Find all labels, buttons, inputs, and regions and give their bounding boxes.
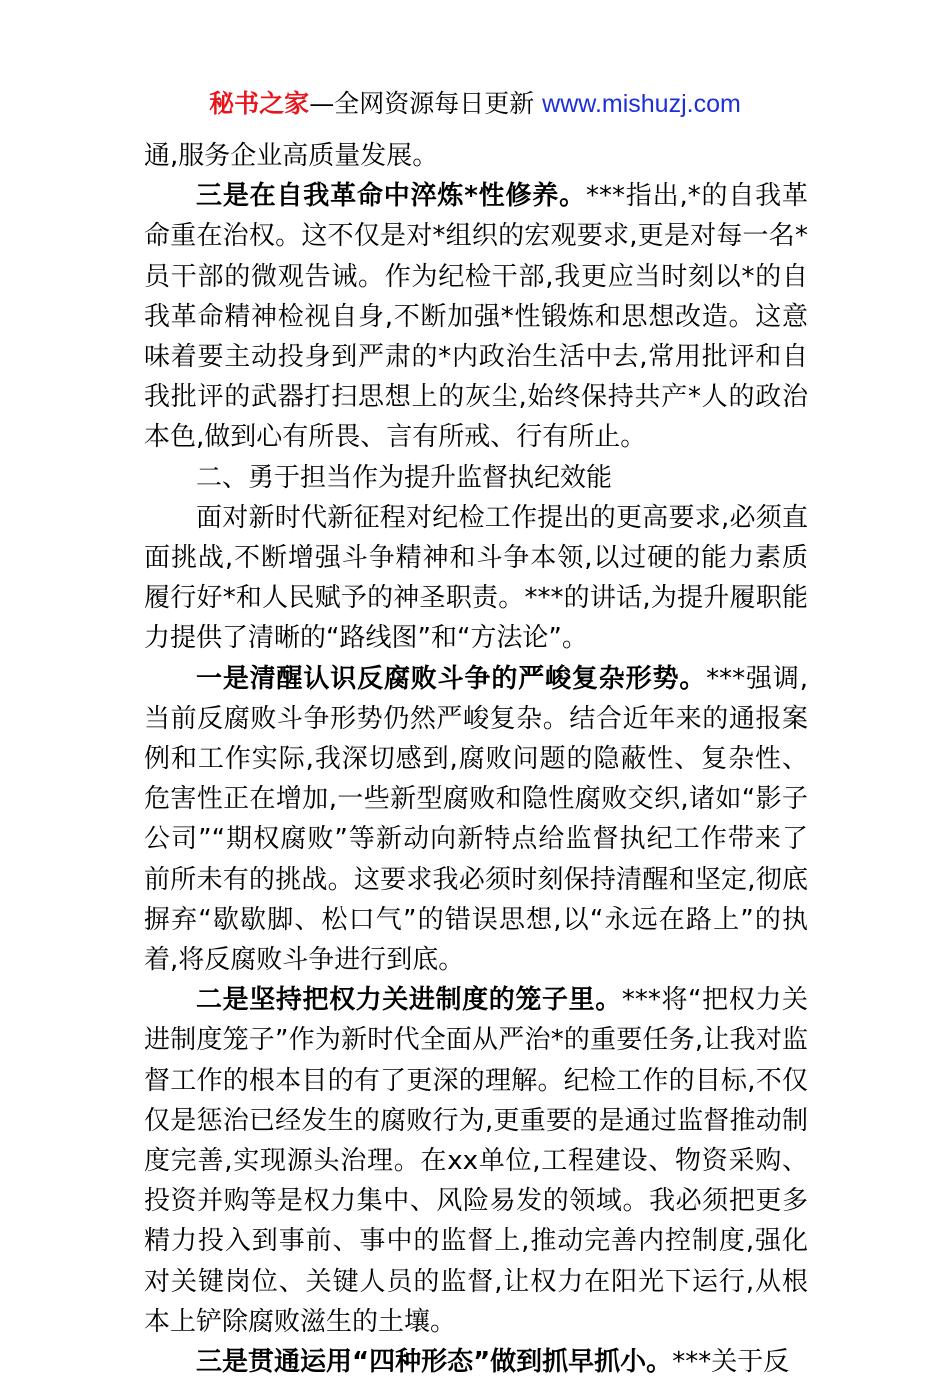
section-heading-text: 二、勇于担当作为提升监督执纪效能 xyxy=(196,462,613,493)
site-brand: 秘书之家 xyxy=(209,89,310,118)
section-heading xyxy=(144,458,808,498)
paragraph-text: 面对新时代新征程对纪检工作提出的更高要求,必须直面挑战,不断增强斗争精神和斗争本领,以过硬的能力素质履行好*和人民赋予的神圣职责。***的讲话,为提升履职能力提供了清晰的“路线图”和“方法论”。 xyxy=(144,502,808,654)
paragraph-lead: 三是在自我革命中淬炼*性修养。 xyxy=(196,181,586,212)
header-dash: — xyxy=(309,89,335,118)
paragraph-text: ***指出,*的自我革命重在治权。这不仅是对*组织的宏观要求,更是对每一名*员干部的微观告诫。作为纪检干部,我更应当时刻以*的自我革命精神检视自身,不断加强*性锻炼和思想改造。这意味着要主动投身到严肃的*内政治生活中去,常用批评和自我批评的武器打扫思想上的灰尘,始终保持共产*人的政治本色,做到心有所畏、言有所戒、行有所止。 xyxy=(144,181,809,453)
paragraph-text: 通,服务企业高质量发展。 xyxy=(144,141,439,171)
paragraph-text: ***关于反 xyxy=(672,1347,790,1378)
paragraph xyxy=(144,980,808,1342)
paragraph xyxy=(144,498,808,659)
paragraph xyxy=(144,659,808,981)
paragraph-text: ***强调,当前反腐败斗争形势仍然严峻复杂。结合近年来的通报案例和工作实际,我深切感到,腐败问题的隐蔽性、复杂性、危害性正在增加,一些新型腐败和隐性腐败交织,诸如“影子公司”“期权腐败”等新动向新特点给监督执纪工作带来了前所未有的挑战。这要求我必须时刻保持清醒和坚定,彻底摒弃“歇歇脚、松口气”的错误思想,以“永远在路上”的执着,将反腐败斗争进行到底。 xyxy=(144,663,808,976)
page-header xyxy=(0,84,950,124)
paragraph xyxy=(144,136,808,176)
document-body xyxy=(144,136,808,1382)
paragraph-lead: 一是清醒认识反腐败斗争的严峻复杂形势。 xyxy=(196,663,707,694)
paragraph-lead: 二是坚持把权力关进制度的笼子里。 xyxy=(196,985,622,1016)
paragraph xyxy=(144,176,808,457)
paragraph-text: ***将“把权力关进制度笼子”作为新时代全面从严治*的重要任务,让我对监督工作的根本目的有了更深的理解。纪检工作的目标,不仅仅是惩治已经发生的腐败行为,更重要的是通过监督推动制度完善,实现源头治理。在xx单位,工程建设、物资采购、投资并购等是权力集中、风险易发的领域。我必须把更多精力投入到事前、事中的监督上,推动完善内控制度,强化对关键岗位、关键人员的监督,让权力在阳光下运行,从根本上铲除腐败滋生的土壤。 xyxy=(144,985,808,1337)
paragraph xyxy=(144,1342,808,1382)
header-slogan: 全网资源每日更新 xyxy=(334,89,535,118)
paragraph-lead: 三是贯通运用“四种形态”做到抓早抓小。 xyxy=(196,1347,673,1378)
site-url-link[interactable]: www.mishuzj.com xyxy=(542,90,741,118)
